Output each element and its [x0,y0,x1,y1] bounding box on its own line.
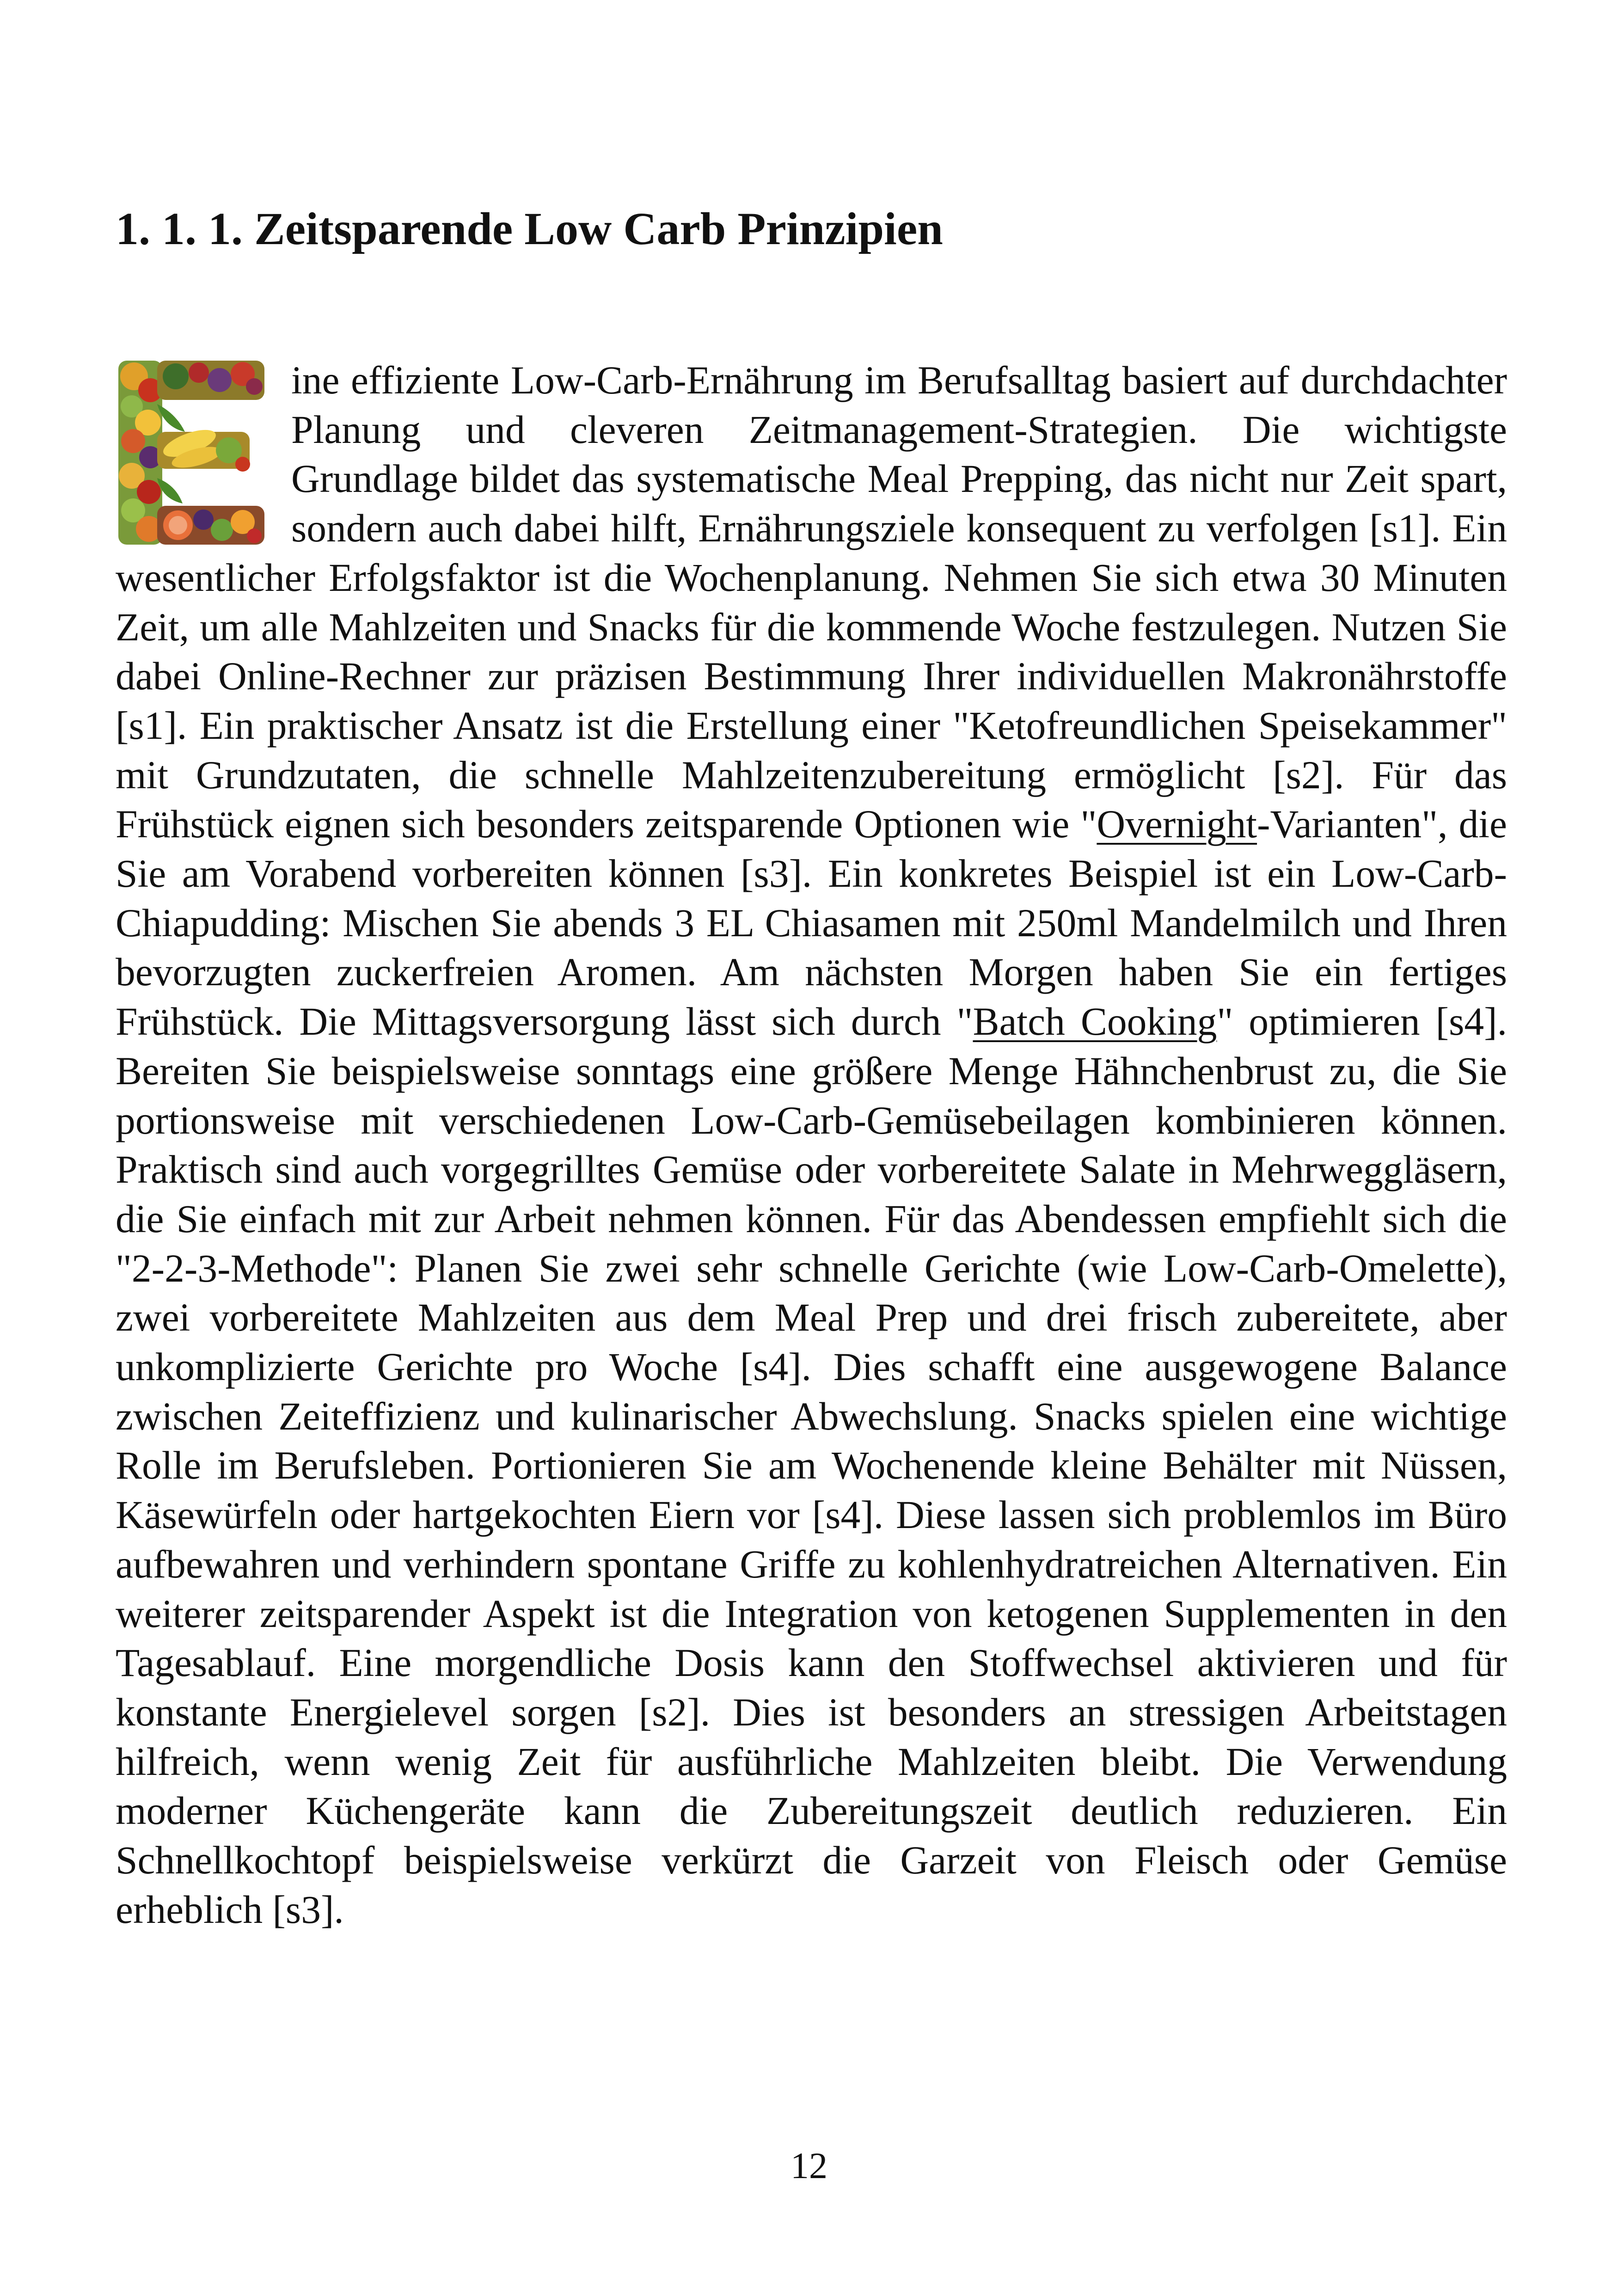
term-overnight: Overnight [1097,803,1257,847]
body-paragraph [116,356,1507,1935]
paragraph-middle: -Varianten", die Sie am Vorabend vorbereiten können [s3]. Ein konkretes Beispiel ist ein Low-Carb-Chiapudding: Mischen Sie abends 3 EL Chiasamen mit 250ml Mandelmilch und Ihren bevorzugten zuckerfreien Aromen. Am nächsten Morgen haben Sie ein fertiges Frühstück. Die Mittagsversorgung lässt sich durch " [116,803,1507,1044]
section-heading: 1. 1. 1. Zeitsparende Low Carb Prinzipien [116,203,943,254]
term-batch-cooking: Batch Cooking [973,1000,1217,1044]
page-number: 12 [791,2146,827,2186]
paragraph-lead: ine effiziente Low-Carb-Ernährung im Berufsalltag basiert auf durchdachter Planung und cleveren Zeitmanagement-Strategien. Die wichtigste Grundlage bildet das systematische Meal Prepping, das nicht nur Zeit spart, sondern auch dabei hilft, Ernährungsziele konsequent zu verfolgen [s1]. Ein wesentlicher Erfolgsfaktor ist die Wochenplanung. Nehmen Sie sich etwa 30 Minuten Zeit, um alle Mahlzeiten und Snacks für die kommende Woche festzulegen. Nutzen Sie dabei Online-Rechner zur präzisen Bestimmung Ihrer individuellen Makronährstoffe [s1]. Ein praktischer Ansatz ist die Erstellung einer "Ketofreundlichen Speisekammer" mit Grundzutaten, die schnelle Mahlzeitenzubereitung ermöglicht [s2]. Für das Frühstück eignen sich besonders zeitsparende Optionen wie " [116,359,1507,847]
paragraph-rest: " optimieren [s4]. Bereiten Sie beispielsweise sonntags eine größere Menge Hähnchenbrust zu, die Sie portionsweise mit verschiedenen Low-Carb-Gemüsebeilagen kombinieren können. Praktisch sind auch vorgegrilltes Gemüse oder vorbereitete Salate in Mehrweggläsern, die Sie einfach mit zur Arbeit nehmen können. Für das Abendessen empfiehlt sich die "2-2-3-Methode": Planen Sie zwei sehr schnelle Gerichte (wie Low-Carb-Omelette), zwei vorbereitete Mahlzeiten aus dem Meal Prep und drei frisch zubereitete, aber unkomplizierte Gerichte pro Woche [s4]. Dies schafft eine ausgewogene Balance zwischen Zeiteffizienz und kulinarischer Abwechslung. Snacks spielen eine wichtige Rolle im Berufsleben. Portionieren Sie am Wochenende kleine Behälter mit Nüssen, Käsewürfeln oder hartgekochten Eiern vor [s4]. Diese lassen sich problemlos im Büro aufbewahren und verhindern spontane Griffe zu kohlenhydratreichen Alternativen. Ein weiterer zeitsparender Aspekt ist die Integration von ketogenen Supplementen in den Tagesablauf. Eine morgendliche Dosis kann den Stoffwechsel aktivieren und für konstante Energielevel sorgen [s2]. Dies ist besonders an stressigen Arbeitstagen hilfreich, wenn wenig Zeit für ausführliche Mahlzeiten bleibt. Die Verwendung moderner Küchengeräte kann die Zubereitungszeit deutlich reduzieren. Ein Schnellkochtopf beispielsweise verkürzt die Garzeit von Fleisch oder Gemüse erheblich [s3]. [116,1000,1507,1932]
fruit-decorated-initial-e-icon [116,358,268,547]
